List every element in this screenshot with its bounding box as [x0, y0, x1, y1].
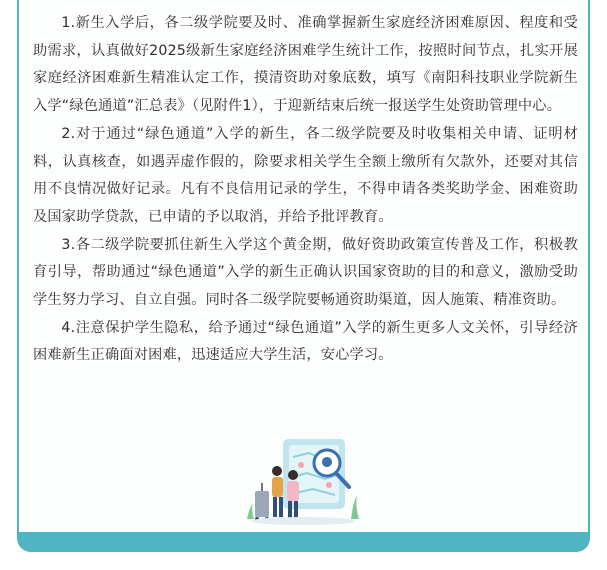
traveler-figure — [288, 470, 298, 480]
map-pin-icon — [298, 462, 304, 468]
frame-bottom-bar — [17, 532, 590, 552]
paragraph-4: 4.注意保护学生隐私，给予通过“绿色通道”入学的新生更多人文关怀，引导经济困难新生正确面对困难，迅速适应大学生活，安心学习。 — [33, 319, 578, 364]
paragraph-1: 1.新生入学后，各二级学院要及时、准确掌握新生家庭经济困难原因、程度和受助需求，认真做好2025级新生家庭经济困难学生统计工作，按照时间节点，扎实开展家庭经济困难新生精准认定工作，摸清资助对象底数，填写《南阳科技职业学院新生入学“绿色通道”汇总表》（见附件1），于迎新结束后统一报送学生处资助管理中心。 — [33, 15, 578, 115]
article-body — [33, 10, 578, 370]
traveler-figure — [272, 466, 282, 476]
travelers-illustration — [239, 433, 369, 529]
map-pin-icon — [326, 482, 332, 488]
suitcase-icon — [255, 491, 269, 517]
paragraph-2: 2.对于通过“绿色通道”入学的新生，各二级学院要及时收集相关申请、证明材料，认真核查，如遇弄虚作假的，除要求相关学生全额上缴所有欠款外，还要对其信用不良情况做好记录。凡有不良信用记录的学生，不得申请各类奖助学金、困难资助及国家助学贷款，已申请的予以取消，并给予批评教育。 — [33, 125, 578, 225]
paragraph-3: 3.各二级学院要抓住新生入学这个黄金期，做好资助政策宣传普及工作，积极教育引导，帮助通过“绿色通道”入学的新生正确认识国家资助的目的和意义，激励受助学生努力学习、自立自强。同时各二级学院要畅通资助渠道，因人施策、精准资助。 — [33, 236, 578, 309]
